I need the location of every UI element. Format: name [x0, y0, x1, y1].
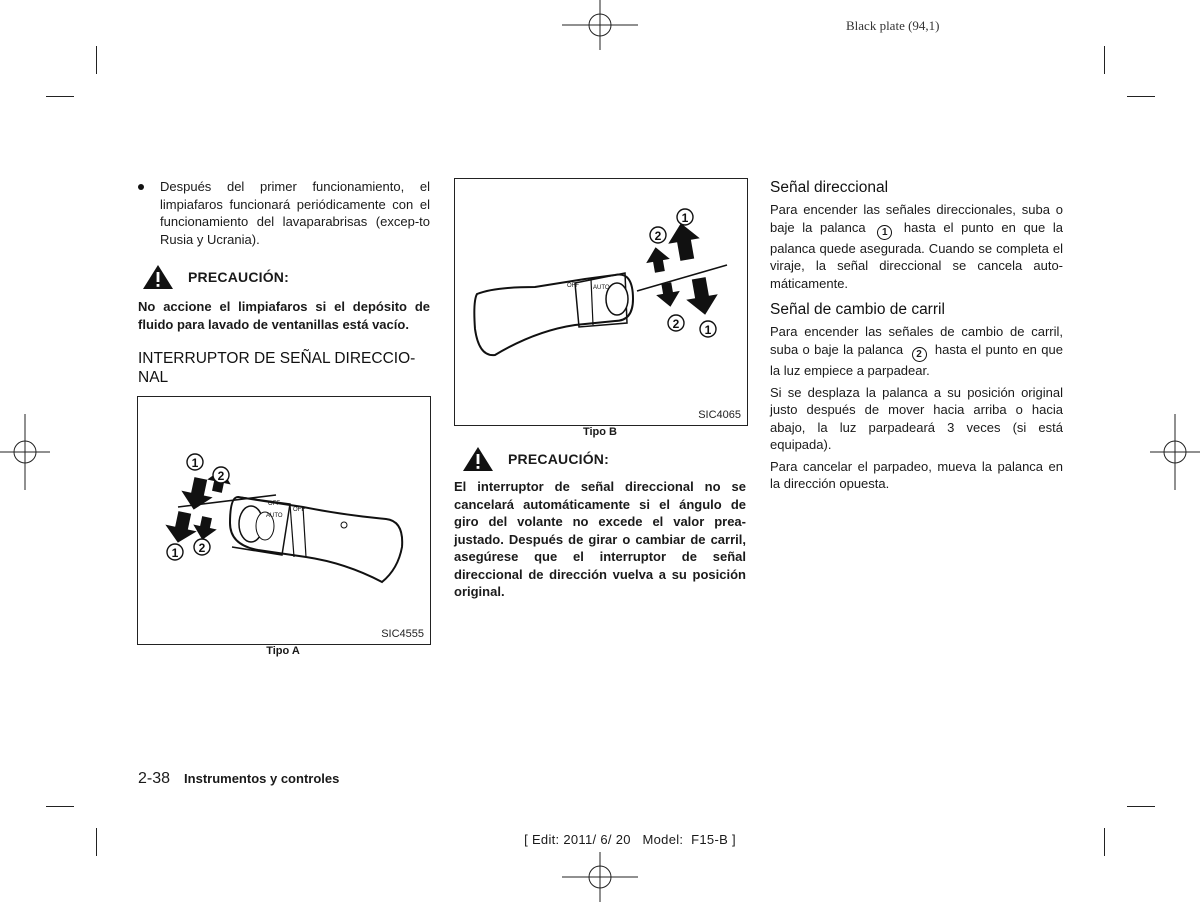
switch-mark-a-3: OFF: [293, 507, 305, 513]
figure-tipo-b: [454, 178, 748, 426]
bullet-text: Después del primer funcionamiento, el limpiafaros funcionará periódicamente con el funcionamiento del lavaparabrisas (excep-to Rusia y Ucrania).: [160, 179, 430, 247]
section-heading: [138, 349, 430, 387]
heading-cambio-carril: Señal de cambio de carril: [770, 301, 945, 319]
figure-caption-b: Tipo B: [582, 426, 617, 438]
lever-position-2-icon: 2: [912, 347, 927, 362]
edit-info: [ Edit: 2011/ 6/ 20 Model: F15-B ]: [524, 832, 736, 847]
para-cambio-carril: [770, 323, 1063, 379]
lever-illustration-a: [138, 397, 430, 644]
caution-text-middle: El interruptor de señal direccional no se cancelará automáticamente si el ángulo de giro del volante no excede el valor prea-justado. Después de girar o cambiar de carril, asegúrese que el interruptor de señal direccional de dirección vuelva a su posición original.: [454, 479, 746, 599]
para2-after: hasta el punto en que la luz empiece a parpadear.: [770, 341, 1063, 378]
registration-mark-right: [1148, 412, 1200, 492]
para1-after: hasta el punto en que la palanca quede asegurada. Cuando se completa el viraje, la señal direccional se cancela auto-máticamente.: [770, 219, 1063, 291]
figure-code-a: SIC4555: [381, 628, 424, 640]
switch-mark-b-2: AUTO: [593, 285, 610, 291]
heading-senal-direccional: Señal direccional: [770, 179, 889, 196]
middle-caution: [454, 446, 746, 601]
crop-mark-bottom-right-v: [1104, 828, 1105, 856]
crop-mark-bottom-left-v: [96, 828, 97, 856]
caution-label-middle: PRECAUCIÓN:: [508, 451, 609, 467]
left-column: [138, 178, 430, 387]
callout-a-2-top: 2: [217, 469, 225, 483]
crop-mark-top-left-h: [46, 96, 74, 97]
page-footer: [138, 770, 339, 788]
para-cancelar-parpadeo: Para cancelar el parpadeo, mueva la palanca en la dirección opuesta.: [770, 458, 1063, 491]
section-heading-line2: NAL: [138, 369, 169, 386]
caution-header-left: [142, 264, 430, 290]
section-title: Instrumentos y controles: [184, 771, 340, 786]
callout-b-2-bottom: 2: [672, 317, 680, 331]
switch-mark-a-2: AUTO: [266, 513, 283, 519]
crop-mark-top-left-v: [96, 46, 97, 74]
warning-triangle-icon: [462, 446, 494, 472]
figure-caption-a: Tipo A: [266, 645, 300, 657]
figure-code-b: SIC4065: [698, 409, 741, 421]
para-senal-direccional: [770, 201, 1063, 292]
page-number: 2-38: [138, 770, 171, 787]
callout-b-1-bottom: 1: [704, 323, 712, 337]
crop-mark-top-right-h: [1127, 96, 1155, 97]
caution-text-left: No accione el limpiafaros si el depósito de fluido para lavado de ventanillas está vacío.: [138, 299, 430, 332]
plate-label: Black plate (94,1): [846, 18, 940, 33]
para1-before: Para encender las señales direccionales, suba o baje la palanca: [770, 202, 1063, 235]
caution-header-middle: [462, 446, 746, 472]
callout-b-2-top: 2: [654, 229, 662, 243]
para-posicion-original: Si se desplaza la palanca a su posición original justo después de mover hacia arriba o hacia abajo, la luz parpadeará 3 veces (si está equipada).: [770, 384, 1063, 452]
switch-mark-a-1: OFF: [268, 501, 280, 507]
registration-mark-bottom: [560, 850, 640, 902]
registration-mark-top: [560, 0, 640, 52]
section-heading-line1: INTERRUPTOR DE SEÑAL DIRECCIO-: [138, 350, 416, 367]
figure-tipo-a: [137, 396, 431, 645]
warning-triangle-icon: [142, 264, 174, 290]
bullet-dot: [138, 184, 144, 190]
caution-label-left: PRECAUCIÓN:: [188, 269, 289, 285]
registration-mark-left: [0, 412, 52, 492]
callout-a-2-bottom: 2: [198, 541, 206, 555]
crop-mark-bottom-right-h: [1127, 806, 1155, 807]
crop-mark-bottom-left-h: [46, 806, 74, 807]
right-column: [770, 178, 1063, 493]
callout-a-1-top: 1: [191, 456, 199, 470]
switch-mark-b-1: OFF: [567, 283, 579, 289]
callout-a-1-bottom: 1: [171, 546, 179, 560]
callout-b-1-top: 1: [681, 211, 689, 225]
para2-before: Para encender las señales de cambio de carril, suba o baje la palanca: [770, 324, 1063, 357]
crop-mark-top-right-v: [1104, 46, 1105, 74]
lever-illustration-b: [455, 179, 747, 425]
lever-position-1-icon: 1: [877, 225, 892, 240]
bullet-item: [138, 178, 430, 248]
